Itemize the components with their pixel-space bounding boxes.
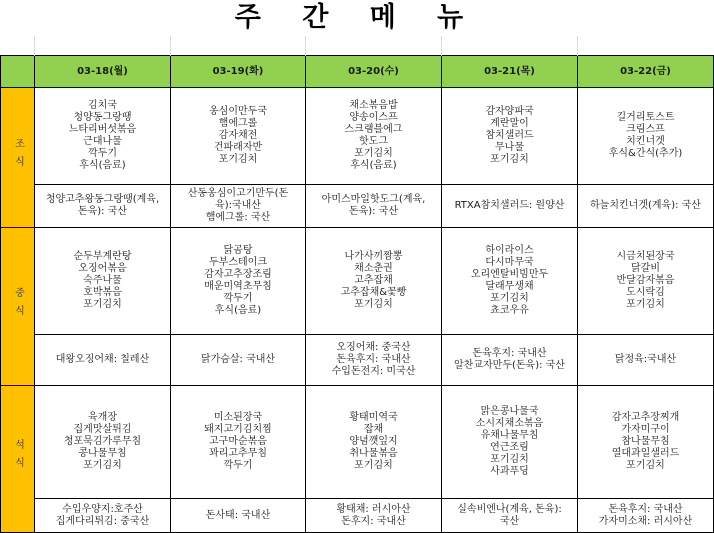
page-title: 주 간 메 뉴 bbox=[234, 2, 480, 33]
dish-item: 미소된장국 bbox=[213, 412, 263, 423]
origin-cell bbox=[171, 335, 306, 386]
meal-label-text: 중식 bbox=[12, 286, 24, 323]
dish-item: 달래무생채 bbox=[485, 281, 534, 292]
dish-item: 포기김치 bbox=[490, 454, 529, 465]
dish-item: 후식&간식(추가) bbox=[608, 148, 683, 159]
dish-item: 닭곰탕 bbox=[223, 245, 253, 256]
day-header: 03-18(월) bbox=[35, 56, 171, 88]
origin-line: 오징어채: 중국산 bbox=[336, 342, 411, 353]
origin-line: 국산 bbox=[499, 515, 520, 527]
dish-cell bbox=[442, 386, 578, 499]
dish-item: 계란말이 bbox=[490, 118, 529, 129]
dish-item: 매운미역초무침 bbox=[204, 281, 272, 292]
dish-item: 포기김치 bbox=[490, 293, 529, 304]
meal-label-text: 조식 bbox=[12, 137, 24, 174]
dish-item: 치킨너겟 bbox=[626, 136, 665, 147]
spacer-cell bbox=[306, 36, 442, 56]
dish-item: 양념깻잎지 bbox=[349, 436, 398, 447]
dish-item: 길거리토스트 bbox=[616, 112, 675, 123]
dish-item: 깍두기 bbox=[223, 293, 253, 304]
dish-item: 집게맛살튀김 bbox=[73, 424, 132, 435]
origin-line: 하늘치킨너겟(계육): 국산 bbox=[590, 200, 701, 211]
origin-line: 돈사태: 국내산 bbox=[205, 509, 271, 521]
origin-cell bbox=[442, 335, 578, 386]
dish-item: 나가사끼짬뽕 bbox=[344, 251, 403, 262]
dish-cell bbox=[171, 88, 306, 185]
header-row bbox=[1, 56, 714, 88]
origin-cell bbox=[35, 185, 171, 228]
dish-item: 참나물무침 bbox=[621, 436, 670, 447]
weekly-menu-table bbox=[0, 36, 714, 533]
dish-item: 순두부계란탕 bbox=[73, 251, 132, 262]
spacer-cell bbox=[1, 36, 35, 56]
origin-line: 돈육후지: 국내산 bbox=[608, 503, 683, 515]
origin-line: 돈육후지: 국내산 bbox=[336, 354, 411, 365]
origin-line: 가자미소채: 러시아산 bbox=[598, 515, 693, 527]
origin-line: 대왕오징어채: 칠레산 bbox=[55, 354, 150, 365]
dish-cell bbox=[306, 88, 442, 185]
dish-item: 반달감자볶음 bbox=[616, 275, 675, 286]
dish-item: 후식(음료) bbox=[214, 305, 262, 316]
origin-line: 돈후지: 국내산 bbox=[341, 515, 406, 527]
origin-line: 아미스마일핫도그(계육, bbox=[321, 194, 426, 205]
origin-cell bbox=[306, 499, 442, 533]
origin-cell bbox=[306, 185, 442, 228]
dish-item: 유채나물무침 bbox=[480, 430, 539, 441]
dish-item: 근대나물 bbox=[83, 136, 122, 147]
origin-cell bbox=[442, 499, 578, 533]
origin-cell bbox=[35, 499, 171, 533]
dish-item: 청양동그랑땡 bbox=[73, 112, 132, 123]
meal-dishes-row bbox=[1, 386, 714, 499]
meal-label bbox=[1, 228, 35, 386]
day-header: 03-19(화) bbox=[171, 56, 306, 88]
dish-item: 참치샐러드 bbox=[485, 130, 534, 141]
dish-cell bbox=[171, 228, 306, 335]
dish-item: 포기김치 bbox=[626, 299, 665, 310]
meal-origin-row bbox=[1, 185, 714, 228]
dish-item: 돼지고기김치찜 bbox=[204, 424, 272, 435]
origin-line: 수입우양지:호주산 bbox=[62, 503, 143, 515]
dish-item: 김치국 bbox=[88, 100, 117, 111]
dish-cell bbox=[578, 386, 714, 499]
origin-cell bbox=[171, 185, 306, 228]
origin-line: 햄에그롤: 국산 bbox=[205, 212, 271, 223]
dish-item: 취나물볶음 bbox=[349, 448, 398, 459]
origin-line: 돈육후지: 국내산 bbox=[472, 348, 547, 359]
dish-item: 깍두기 bbox=[88, 148, 117, 159]
origin-cell bbox=[306, 335, 442, 386]
dish-item: 스크램블에그 bbox=[344, 124, 403, 135]
origin-line: RTXA참치샐러드: 원양산 bbox=[454, 200, 565, 211]
dish-item: 닭갈비 bbox=[631, 263, 660, 274]
dish-item: 무나물 bbox=[495, 142, 524, 153]
origin-line: 닭정육:국내산 bbox=[614, 354, 677, 365]
spacer-cell bbox=[442, 36, 578, 56]
dish-item: 채소춘권 bbox=[354, 263, 393, 274]
dish-cell bbox=[442, 228, 578, 335]
dish-item: 고추잡채 bbox=[354, 275, 393, 286]
dish-item: 잡채 bbox=[363, 424, 384, 435]
dish-item: 연근조림 bbox=[490, 442, 529, 453]
dish-item: 후식(음료) bbox=[350, 160, 397, 171]
dish-item: 햄에그롤 bbox=[218, 118, 258, 129]
dish-cell bbox=[306, 386, 442, 499]
dish-cell bbox=[171, 386, 306, 499]
dish-item: 느타리버섯볶음 bbox=[68, 124, 137, 135]
dish-item: 시금치된장국 bbox=[616, 251, 675, 262]
dish-item: 고추잡채&꽃빵 bbox=[340, 287, 407, 298]
dish-item: 사과푸딩 bbox=[490, 466, 529, 477]
origin-line: 산동옹심이고기만두(돈 bbox=[187, 188, 289, 199]
meal-origin-row bbox=[1, 335, 714, 386]
dish-item: 두부스테이크 bbox=[209, 257, 267, 268]
spacer-cell bbox=[171, 36, 306, 56]
dish-cell bbox=[35, 88, 171, 185]
dish-item: 숙주나물 bbox=[83, 275, 122, 286]
dish-item: 감자고추장찌개 bbox=[611, 412, 680, 423]
origin-cell bbox=[171, 499, 306, 533]
dish-item: 포기김치 bbox=[83, 299, 122, 310]
dish-item: 감자양파국 bbox=[485, 106, 534, 117]
dish-item: 쵸코우유 bbox=[490, 305, 529, 316]
origin-line: 집게다리튀김: 중국산 bbox=[55, 515, 150, 527]
dish-item: 맑은콩나물국 bbox=[480, 406, 539, 417]
meal-dishes-row bbox=[1, 88, 714, 185]
day-header: 03-22(금) bbox=[578, 56, 714, 88]
origin-cell bbox=[578, 335, 714, 386]
dish-item: 오징어볶음 bbox=[78, 263, 127, 274]
origin-line: 육):국내산 bbox=[215, 200, 261, 211]
dish-item: 포기김치 bbox=[354, 299, 393, 310]
origin-line: 황태채: 러시아산 bbox=[336, 503, 411, 515]
origin-line: 돈육): 국산 bbox=[77, 206, 128, 217]
dish-item: 깍두기 bbox=[223, 460, 253, 471]
dish-item: 옹심이만두국 bbox=[209, 106, 267, 117]
meal-label bbox=[1, 88, 35, 228]
dish-item: 육개장 bbox=[88, 412, 117, 423]
dish-item: 크림스프 bbox=[626, 124, 665, 135]
dish-item: 꽈리고추무침 bbox=[209, 448, 267, 459]
dish-item: 청포묵김가루무침 bbox=[63, 436, 142, 447]
dish-item: 감자고추장조림 bbox=[204, 269, 272, 280]
dish-item: 포기김치 bbox=[490, 154, 529, 165]
origin-cell bbox=[578, 185, 714, 228]
origin-cell bbox=[35, 335, 171, 386]
dish-cell bbox=[35, 228, 171, 335]
dish-cell bbox=[306, 228, 442, 335]
origin-line: 알찬교자만두(돈육): 국산 bbox=[454, 360, 565, 371]
dish-item: 열대과일샐러드 bbox=[611, 448, 680, 459]
origin-cell bbox=[442, 185, 578, 228]
origin-line: 청양고추왕동그랑땡(계육, bbox=[45, 194, 160, 205]
dish-item: 포기김치 bbox=[626, 460, 665, 471]
dish-item: 가자미구이 bbox=[621, 424, 670, 435]
origin-line: 돈육): 국산 bbox=[348, 206, 399, 217]
origin-cell bbox=[578, 499, 714, 533]
dish-item: 하이라이스 bbox=[485, 245, 534, 256]
dish-cell bbox=[578, 228, 714, 335]
origin-line: 수입돈전지: 미국산 bbox=[331, 366, 416, 377]
dish-item: 오리엔탈비빔만두 bbox=[470, 269, 549, 280]
origin-line: 실속비엔나(계육, 돈육): bbox=[457, 503, 562, 515]
meal-origin-row bbox=[1, 499, 714, 533]
dish-item: 포기김치 bbox=[354, 460, 393, 471]
dish-cell bbox=[442, 88, 578, 185]
dish-item: 핫도그 bbox=[359, 136, 388, 147]
dish-item: 콩나물무침 bbox=[78, 448, 127, 459]
dish-item: 양송이스프 bbox=[349, 112, 398, 123]
dish-item: 고구마순볶음 bbox=[209, 436, 267, 447]
day-header: 03-20(수) bbox=[306, 56, 442, 88]
meal-dishes-row bbox=[1, 228, 714, 335]
spacer-cell bbox=[35, 36, 171, 56]
dish-item: 채소볶음밥 bbox=[349, 100, 398, 111]
dish-item: 황태미역국 bbox=[349, 412, 398, 423]
header-corner bbox=[1, 56, 35, 88]
dish-item: 도시락김 bbox=[626, 287, 665, 298]
dish-item: 감자채전 bbox=[218, 130, 258, 141]
meal-label-text: 석식 bbox=[12, 439, 24, 475]
meal-label bbox=[1, 386, 35, 533]
dish-item: 포기김치 bbox=[218, 154, 258, 165]
origin-line: 닭가슴살: 국내산 bbox=[200, 354, 276, 365]
dish-item: 소시지채소볶음 bbox=[475, 418, 544, 429]
spacer-cell bbox=[578, 36, 714, 56]
dish-item: 호박볶음 bbox=[83, 287, 122, 298]
dish-item: 포기김치 bbox=[354, 148, 393, 159]
dish-cell bbox=[35, 386, 171, 499]
dish-item: 포기김치 bbox=[83, 460, 122, 471]
dish-item: 후식(음료) bbox=[79, 160, 126, 171]
day-header: 03-21(목) bbox=[442, 56, 578, 88]
dish-item: 다시마무국 bbox=[485, 257, 534, 268]
dish-item: 건파래자반 bbox=[213, 142, 263, 153]
dish-cell bbox=[578, 88, 714, 185]
